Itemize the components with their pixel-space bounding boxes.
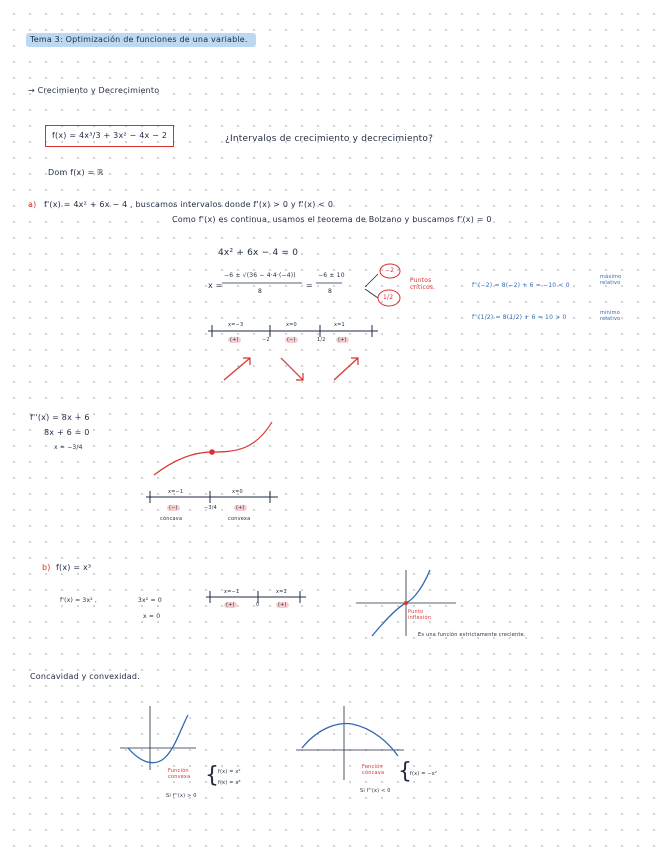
- part-a-text-2: Como f'(x) es continua, usamos el teorema de Bolzano y buscamos f'(x) = 0: [172, 215, 492, 224]
- branch-line-2: [365, 289, 378, 298]
- concave-example-1: f(x) = −x²: [410, 771, 438, 777]
- page-title: Tema 3: Optimización de funciones de una variable.: [26, 33, 256, 47]
- quadratic-denominator-2: 8: [328, 288, 333, 295]
- part-b-equation: 3x² = 0: [138, 597, 162, 604]
- quadratic-numerator-2: −6 ± 10: [318, 272, 345, 279]
- question-text: ¿Intervalos de crecimiento y decrecimiento?: [225, 134, 434, 144]
- root-circle-1: [380, 264, 400, 278]
- section-heading: → Crecimiento y Decrecimiento: [28, 86, 160, 95]
- max-label: máximo relativo: [600, 274, 622, 286]
- nl2-below-2: convexa: [228, 516, 251, 522]
- part-b-function: f(x) = x³: [56, 563, 92, 572]
- function-box: f(x) = 4x³/3 + 3x² − 4x − 2: [45, 125, 174, 147]
- nl3-top-1: x=−1: [224, 589, 240, 595]
- concave-graph: [296, 706, 404, 780]
- part-b-label: b): [42, 563, 51, 572]
- min-label: mínimo relativo: [600, 310, 621, 322]
- concave-brace: {: [398, 759, 412, 784]
- nl3-sign-2: (+): [278, 602, 287, 608]
- part-a-text: f'(x) = 4x² + 6x − 4 , buscamos intervalos donde f'(x) > 0 y f'(x) < 0: [44, 200, 334, 209]
- part-b-derivative: f'(x) = 3x² ,: [60, 597, 98, 604]
- convex-brace: {: [205, 763, 219, 788]
- nl1-top-1: x=−3: [228, 322, 244, 328]
- concave-condition: Si f''(x) < 0: [360, 788, 391, 794]
- nl2-below-1: cóncava: [160, 516, 183, 522]
- nl3-tick: 0: [256, 602, 260, 608]
- inflection-label: Punto inflexión: [408, 609, 432, 621]
- second-derivative-sol: x = −3/4: [54, 444, 83, 451]
- concavity-title: Concavidad y convexidad.: [30, 672, 140, 681]
- domain-text: Dom f(x) = ℝ: [48, 168, 104, 177]
- concave-label: Función cóncava: [362, 764, 385, 776]
- quadratic-equation: 4x² + 6x − 4 = 0: [218, 248, 299, 258]
- nl1-sign-2: (−): [287, 337, 296, 343]
- convex-graph: [120, 706, 196, 770]
- inflection-curve: [154, 422, 272, 475]
- nl2-sign-1: (−): [169, 505, 178, 511]
- second-derivative: f''(x) = 8x + 6: [30, 413, 90, 422]
- second-derivative-check-2: f''(1/2) = 8(1/2) + 6 = 10 > 0: [472, 314, 567, 321]
- nl2-tick: −3/4: [204, 505, 218, 511]
- monotonic-arrows: [224, 358, 358, 380]
- part-b-note: Es una función estrictamente creciente.: [418, 632, 526, 638]
- nl1-top-3: x=1: [334, 322, 345, 328]
- root-2: 1/2: [383, 294, 394, 301]
- quadratic-numerator: −6 ± √(36 − 4·4·(−4)): [224, 272, 296, 279]
- nl1-sign-3: (+): [338, 337, 347, 343]
- convex-label: Función convexa: [168, 768, 191, 780]
- quadratic-equals: =: [306, 281, 313, 290]
- root-circle-2: [378, 290, 400, 306]
- nl3-sign-1: (+): [226, 602, 235, 608]
- branch-line-1: [365, 274, 378, 287]
- critical-points-label: Puntos críticos.: [410, 277, 436, 291]
- nl3-top-2: x=1: [276, 589, 287, 595]
- part-a-label: a): [28, 200, 37, 209]
- nl2-top-1: x=−1: [168, 489, 184, 495]
- nl1-sign-1: (+): [230, 337, 239, 343]
- nl1-top-2: x=0: [286, 322, 297, 328]
- nl2-sign-2: (+): [236, 505, 245, 511]
- part-b-solution: x = 0: [143, 613, 161, 620]
- quadratic-denominator: 8: [258, 288, 263, 295]
- root-1: −2: [385, 267, 395, 274]
- nl1-tick-2: 1/2: [317, 337, 326, 343]
- second-derivative-check-1: f''(−2) = 8(−2) + 6 = −10 < 0: [472, 282, 570, 289]
- convex-example-2: f(x) = x³: [218, 780, 241, 786]
- convex-example-1: f(x) = x²: [218, 769, 241, 775]
- convex-condition: Si f''(x) > 0: [166, 793, 197, 799]
- cubic-graph: [356, 570, 456, 636]
- second-derivative-eq: 8x + 6 = 0: [44, 428, 90, 437]
- nl2-top-2: x=0: [232, 489, 243, 495]
- inflection-point: [209, 449, 215, 455]
- quadratic-x: x =: [208, 281, 223, 290]
- nl1-tick-1: −2: [262, 337, 270, 343]
